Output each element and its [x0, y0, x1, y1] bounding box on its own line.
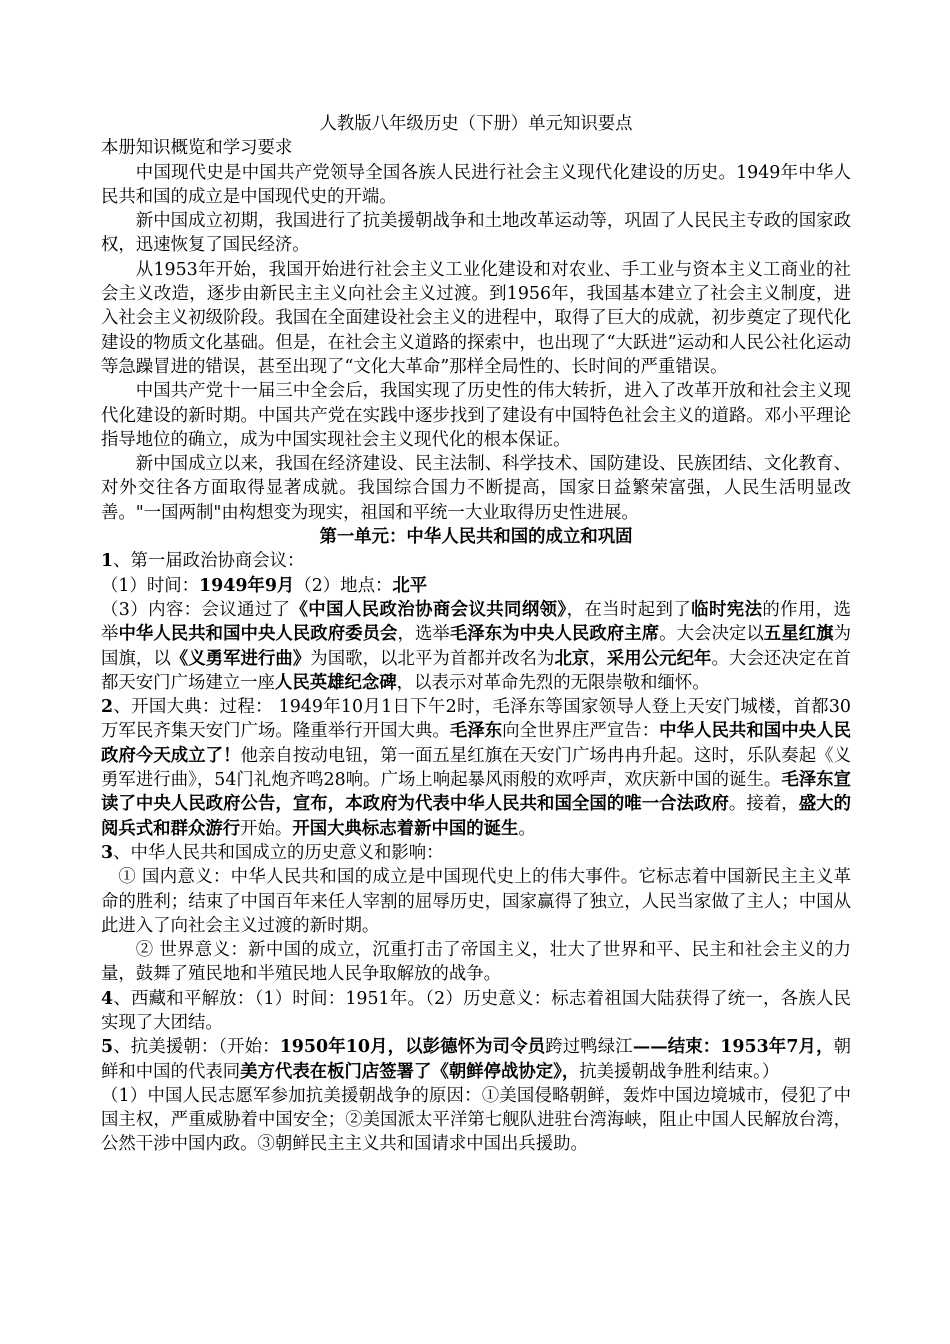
- text-run: 盛大的阅兵式和群众游行: [101, 794, 851, 839]
- document-title: 人教版八年级历史（下册）单元知识要点: [319, 114, 633, 134]
- item-number: 5: [101, 1037, 114, 1058]
- text-run: 北京: [554, 648, 590, 669]
- item-number: 2: [101, 697, 114, 718]
- text-run: 为国旗，以: [101, 624, 851, 669]
- text-run: 中华人民共和国中央人民政府委员会: [118, 624, 398, 645]
- item3-world: ② 世界意义：新中国的成立，沉重打击了帝国主义，壮大了世界和平、民主和社会主义的力量，鼓舞了殖民地和半殖民地人民争取解放的战争。: [101, 940, 851, 985]
- item4-paragraph: [101, 987, 851, 1036]
- item-number: 1: [101, 551, 114, 572]
- text-run: 采用公元纪年: [606, 648, 712, 669]
- text-run: 。: [518, 818, 536, 839]
- place-value: 北平: [392, 575, 428, 596]
- item-title: 、中华人民共和国成立的历史意义和影响：: [113, 842, 444, 863]
- text-run: ，选举: [397, 624, 450, 645]
- text-run: 朝鲜和中国的代表同: [101, 1037, 851, 1082]
- text-run: 向全世界庄严宣告：: [502, 721, 660, 742]
- place-label: （2）地点：: [294, 575, 393, 596]
- item1-time-place: [101, 574, 851, 598]
- text-run: 五星红旗: [763, 624, 834, 645]
- text-run: ，: [589, 648, 607, 669]
- item1-content: [101, 598, 851, 695]
- text-run: 毛泽东宣读了中央人民政府公告，宣布，本政府为代表中华人民共和国全国的唯一合法政府: [101, 770, 851, 815]
- text-run: 美方代表在板门店签署了《朝鲜停战协定》，: [240, 1061, 580, 1082]
- item5-paragraph: [101, 1035, 851, 1084]
- item-title: 、第一届政治协商会议：: [113, 551, 305, 572]
- text-run: 毛泽东为中央人民政府主席: [449, 624, 660, 645]
- unit1-heading: 第一单元：中华人民共和国的成立和巩固: [319, 527, 633, 548]
- text-run: 。接着，: [728, 794, 799, 815]
- text-run: 。大会决定以: [659, 624, 764, 645]
- text-run: 的作用，选举: [101, 599, 851, 645]
- item-number: 3: [101, 842, 114, 863]
- text-run: 临时宪法: [691, 599, 763, 620]
- text-run: （3）内容：会议通过了: [101, 599, 291, 620]
- item3-heading: [101, 841, 851, 865]
- text-run: 为国歌，以北平为首都并改名为: [310, 648, 555, 669]
- intro-paragraph: 新中国成立以来，我国在经济建设、民主法制、科学技术、国防建设、民族团结、文化教育、对外交往各方面取得显著成就。我国综合国力不断提高，国家日益繁荣富强，人民生活明显改善。"一国两制"由构想变为现实，祖国和平统一大业取得历史性进展。: [101, 454, 851, 523]
- time-label: （1）时间：: [101, 575, 200, 596]
- text-run: 《义勇军进行曲》: [170, 648, 311, 669]
- item1-heading: [101, 549, 851, 573]
- text-run: 他亲自按动电钮，第一面五星红旗在天安门广场冉冉升起。这时，乐队奏起《义勇军进行曲》，54门礼炮齐鸣28响。广场上响起暴风雨般的欢呼声，欢庆新中国的诞生。: [101, 745, 851, 791]
- text-run: ，在当时起到了: [566, 599, 692, 620]
- text-run: 抗美援朝战争胜利结束。）: [579, 1061, 780, 1082]
- text-run: 、抗美援朝：（开始：: [113, 1037, 280, 1058]
- intro-paragraph: 从1953年开始，我国开始进行社会主义工业化建设和对农业、手工业与资本主义工商业的社会主义改造，逐步由新民主主义向社会主义过渡。到1956年，我国基本建立了社会主义制度，进入社会主义初级阶段。我国在全面建设社会主义的进程中，取得了巨大的成就，初步奠定了现代化建设的物质文化基础。但是，在社会主义道路的探索中，也出现了“大跃进”运动和人民公社化运动等急躁冒进的错误，甚至出现了“文化大革命”那样全局性的、长时间的严重错误。: [101, 259, 851, 377]
- text-run: 开国大典标志着新中国的诞生: [292, 818, 519, 839]
- item5-reasons: （1）中国人民志愿军参加抗美援朝战争的原因：①美国侵略朝鲜，轰炸中国边境城市，侵犯了中国主权，严重威胁着中国安全；②美国派太平洋第七舰队进驻台湾海峡，阻止中国人民解放台湾，公然干涉中国内政。③朝鲜民主主义共和国请求中国出兵援助。: [101, 1085, 851, 1155]
- text-run: 毛泽东: [449, 721, 503, 742]
- intro-paragraph: 中国共产党十一届三中全会后，我国实现了历史性的伟大转折，进入了改革开放和社会主义现代化建设的新时期。中国共产党在实践中逐步找到了建设有中国特色社会主义的道路。邓小平理论指导地位的确立，成为中国实现社会主义现代化的根本保证。: [101, 381, 851, 450]
- intro-paragraph: 新中国成立初期，我国进行了抗美援朝战争和土地改革运动等，巩固了人民民主专政的国家政权，迅速恢复了国民经济。: [101, 211, 851, 256]
- document-page: [101, 112, 851, 1157]
- text-run: ——结束：1953年7月，: [632, 1037, 834, 1058]
- text-run: ，以表示对革命先烈的无限崇敬和缅怀。: [396, 672, 710, 693]
- item2-paragraph: [101, 695, 851, 841]
- text-run: 开始。: [240, 818, 293, 839]
- text-run: 《中国人民政治协商会议共同纲领》: [290, 599, 567, 620]
- text-run: 跨过鸭绿江: [545, 1037, 633, 1058]
- intro-paragraph: 中国现代史是中国共产党领导全国各族人民进行社会主义现代化建设的历史。1949年中华人民共和国的成立是中国现代史的开端。: [101, 162, 851, 207]
- text-run: 人民英雄纪念碑: [274, 672, 397, 693]
- time-value: 1949年9月: [199, 575, 295, 596]
- item-number: 4: [101, 988, 114, 1009]
- text-run: 、开国大典：过程： 1949年10月1日下午2时，毛泽东等国家领导人登上天安门城楼，首都30万军民齐集天安门广场。隆重举行开国大典。: [101, 697, 851, 742]
- overview-heading: 本册知识概览和学习要求: [101, 138, 293, 159]
- text-run: 、西藏和平解放：（1）时间：1951年。（2）历史意义：标志着祖国大陆获得了统一，各族人民实现了大团结。: [101, 988, 851, 1033]
- item3-domestic: ① 国内意义：中华人民共和国的成立是中国现代史上的伟大事件。它标志着中国新民主主义革命的胜利；结束了中国百年来任人宰割的屈辱历史，国家赢得了独立，人民当家做了主人；中国从此进入了向社会主义过渡的新时期。: [101, 867, 851, 936]
- text-run: 中华人民共和国中央人民政府今天成立了！: [101, 721, 851, 766]
- text-run: 1950年10月，以彭德怀为司令员: [279, 1037, 546, 1058]
- text-run: 。大会还决定在首都天安门广场建立一座: [101, 648, 851, 693]
